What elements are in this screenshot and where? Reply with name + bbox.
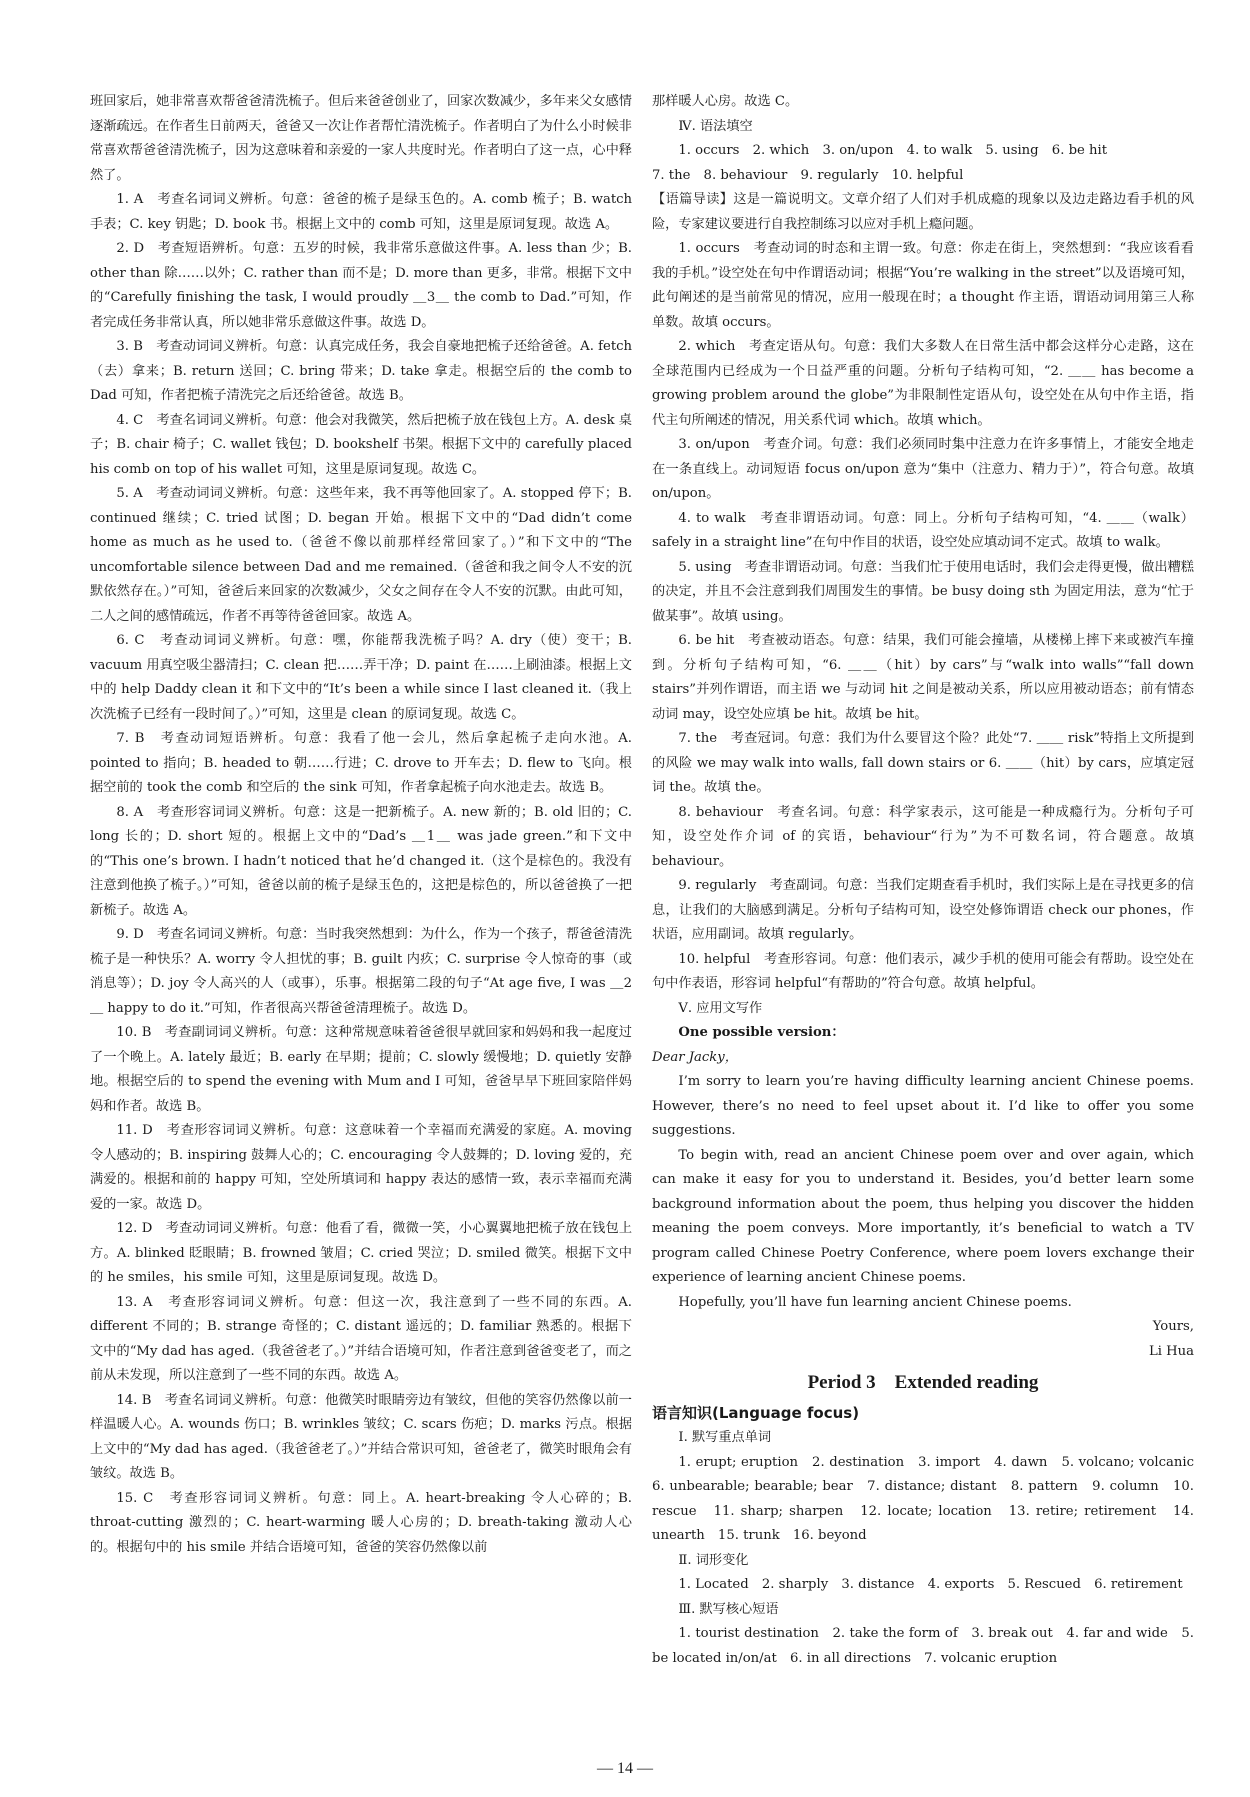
answer-paragraph: 13. A 考查形容词词义辨析。句意：但这一次，我注意到了一些不同的东西。A. different 不同的；B. strange 奇怪的；C. distant 遥远的；D. familiar 熟悉的。根据下文中的“My dad has aged.（我爸爸老了。）”并结合语境可知，作者注意到爸爸变老了，而之前从未发现，所以注意到了一些不同的东西。故选 A。 xyxy=(90,1294,632,1383)
language-focus-title: 语言知识(Language focus) xyxy=(652,1404,860,1422)
section-heading: Ⅲ. 默写核心短语 xyxy=(678,1601,779,1617)
answer-paragraph: 14. B 考查名词词义辨析。句意：他微笑时眼睛旁边有皱纹，但他的笑容仍然像以前一样温暖人心。A. wounds 伤口；B. wrinkles 皱纹；C. scars 伤疤；D. marks 污点。根据上文中的“My dad has aged.（我爸爸老了。）”并结合常识可知，爸爸老了，微笑时眼角会有皱纹。故选 B。 xyxy=(90,1392,632,1481)
answer-paragraph: 15. C 考查形容词词义辨析。句意：同上。A. heart-breaking 令人心碎的；B. throat-cutting 激烈的；C. heart-warming 暖人心房的；D. breath-taking 激动人心的。根据句中的 his smile 并结合语境可知，爸爸的笑容仍然像以前 xyxy=(90,1490,632,1555)
letter-salutation: Dear Jacky， xyxy=(652,1049,738,1065)
passage-guide: 【语篇导读】这是一篇说明文。文章介绍了人们对手机成瘾的现象以及边走路边看手机的风险，专家建议要进行自我控制练习以应对手机上瘾问题。 xyxy=(652,192,1194,232)
version-label: One possible version： xyxy=(678,1025,845,1040)
phrase-answers: 1. tourist destination 2. take the form of 3. break out 4. far and wide 5. be located in/on/at 6. in all directions 7. volcanic eruption xyxy=(652,1626,1194,1666)
letter-signature: Li Hua xyxy=(1148,1343,1194,1359)
answer-list: 1. occurs 2. which 3. on/upon 4. to walk 5. using 6. be hit xyxy=(678,143,1108,158)
answer-paragraph: 1. A 考查名词词义辨析。句意：爸爸的梳子是绿玉色的。A. comb 梳子；B. watch 手表；C. key 钥匙；D. book 书。根据上文中的 comb 可知，这里是原词复现。故选 A。 xyxy=(90,192,632,232)
answer-paragraph: 5. using 考查非谓语动词。句意：当我们忙于使用电话时，我们会走得更慢，做出糟糕的决定，并且不会注意到我们周围发生的事情。be busy doing sth 为固定用法，意为“忙于做某事”。故填 using。 xyxy=(652,559,1194,624)
answer-paragraph: 11. D 考查形容词词义辨析。句意：这意味着一个幸福而充满爱的家庭。A. moving 令人感动的；B. inspiring 鼓舞人心的；C. encouraging 令人鼓舞的；D. loving 爱的，充满爱的。根据和前的 happy 可知，空处所填词和 happy 表达的感情一致，表示幸福而充满爱的一家。故选 D。 xyxy=(90,1123,632,1212)
answer-paragraph: 7. the 考查冠词。句意：我们为什么要冒这个险？此处“7. ＿＿ risk”特指上文所提到的风险 we may walk into walls, fall down stairs or 6. ＿＿（hit）by cars，应填定冠词 the。故填 the。 xyxy=(652,731,1194,795)
answer-paragraph: 7. B 考查动词短语辨析。句意：我看了他一会儿，然后拿起梳子走向水池。A. pointed to 指向；B. headed to 朝……行进；C. drove to 开车去；D. flew to 飞向。根据空前的 took the comb 和空后的 the sink 可知，作者拿起梳子向水池走去。故选 B。 xyxy=(90,731,632,795)
letter-paragraph: Hopefully, you’ll have fun learning ancient Chinese poems. xyxy=(678,1294,1072,1310)
answer-paragraph: 9. D 考查名词词义辨析。句意：当时我突然想到：为什么，作为一个孩子，帮爸爸清洗梳子是一种快乐？A. worry 令人担忧的事；B. guilt 内疚；C. surprise 令人惊奇的事（或消息等）；D. joy 令人高兴的人（或事），乐事。根据第二段的句子“At age five, I was ＿2＿ happy to do it.”可知，作者很高兴帮爸爸清理梳子。故选 D。 xyxy=(90,927,632,1016)
letter-closing: Yours, xyxy=(1152,1319,1194,1334)
answer-paragraph: 6. C 考查动词词义辨析。句意：嘿，你能帮我洗梳子吗？A. dry（使）变干；B. vacuum 用真空吸尘器清扫；C. clean 把……弄干净；D. paint 在……上刷油漆。根据上文中的 help Daddy clean it 和下文中的“It’s been a while since I last cleaned it.（我上次洗梳子已经有一段时间了。）”可知，这里是 clean 的原词复现。故选 C。 xyxy=(90,633,632,722)
answer-paragraph: 10. B 考查副词词义辨析。句意：这种常规意味着爸爸很早就回家和妈妈和我一起度过了一个晚上。A. lately 最近；B. early 在早期；提前；C. slowly 缓慢地；D. quietly 安静地。根据空后的 to spend the evening with Mum and I 可知，爸爸早早下班回家陪伴妈妈和作者。故选 B。 xyxy=(90,1025,632,1114)
answer-paragraph: 4. C 考查名词词义辨析。句意：他会对我微笑，然后把梳子放在钱包上方。A. desk 桌子；B. chair 椅子；C. wallet 钱包；D. bookshelf 书架。根据下文中的 carefully placed his comb on top of his wallet 可知，这里是原词复现。故选 C。 xyxy=(90,412,632,477)
answer-paragraph: 那样暖人心房。故选 C。 xyxy=(652,94,799,109)
left-column xyxy=(90,90,632,1560)
section-heading: Ⅱ. 词形变化 xyxy=(678,1552,749,1568)
answer-paragraph: 2. D 考查短语辨析。句意：五岁的时候，我非常乐意做这件事。A. less than 少；B. other than 除……以外；C. rather than 而不是；D. more than 更多，非常。根据下文中的“Carefully finishing the task, I would proudly ＿3＿ the comb to Dad.”可知，作者完成任务非常认真，所以她非常乐意做这件事。故选 D。 xyxy=(90,241,632,330)
period-title: Period 3 Extended reading xyxy=(807,1372,1039,1393)
answer-paragraph: 1. occurs 考查动词的时态和主谓一致。句意：你走在街上，突然想到：“我应该看看我的手机。”设空处在句中作谓语动词；根据“You’re walking in the street”以及语境可知，此句阐述的是当前常见的情况，应用一般现在时；a thought 作主语，谓语动词用第三人称单数。故填 occurs。 xyxy=(652,241,1194,330)
vocabulary-answers: 1. erupt; eruption 2. destination 3. import 4. dawn 5. volcano; volcanic 6. unbearable; bearable; bear 7. distance; distant 8. pattern 9. column 10. rescue 11. sharp; sharpen 12. locate; location 13. retire; retirement 14. unearth 15. trunk 16. beyond xyxy=(652,1454,1208,1543)
answer-paragraph: 8. A 考查形容词词义辨析。句意：这是一把新梳子。A. new 新的；B. old 旧的；C. long 长的；D. short 短的。根据上文中的“Dad’s ＿1＿ was jade green.”和下文中的“This one’s brown. I hadn’t noticed that he’d changed it.（这个是棕色的。我没有注意到他换了梳子。）”可知，爸爸以前的梳子是绿玉色的，这把是棕色的，所以爸爸换了一把新梳子。故选 A。 xyxy=(90,804,632,918)
letter-paragraph: To begin with, read an ancient Chinese poem over and over again, which can make it easy for you to understand it. Besides, you’d better learn some background information about the poem, thus helping you discover the hidden meaning the poem conveys. More importantly, it’s beneficial to watch a TV program called Chinese Poetry Conference, where poem lovers exchange their experience of learning ancient Chinese poems. xyxy=(652,1147,1194,1285)
answer-paragraph: 3. on/upon 考查介词。句意：我们必须同时集中注意力在许多事情上，才能安全地走在一条直线上。动词短语 focus on/upon 意为“集中（注意力、精力于）”，符合句意。故填 on/upon。 xyxy=(652,437,1194,501)
answer-paragraph: 12. D 考查动词词义辨析。句意：他看了看，微微一笑，小心翼翼地把梳子放在钱包上方。A. blinked 眨眼睛；B. frowned 皱眉；C. cried 哭泣；D. smiled 微笑。根据下文中的 he smiles，his smile 可知，这里是原词复现。故选 D。 xyxy=(90,1221,632,1285)
answer-paragraph: 8. behaviour 考查名词。句意：科学家表示，这可能是一种成瘾行为。分析句子可知，设空处作介词 of 的宾语，behaviour“行为”为不可数名词，符合题意。故填 behaviour。 xyxy=(652,804,1194,869)
answer-paragraph: 5. A 考查动词词义辨析。句意：这些年来，我不再等他回家了。A. stopped 停下；B. continued 继续；C. tried 试图；D. began 开始。根据下文中的“Dad didn’t come home as much as he used to.（爸爸不像以前那样经常回家了。）”和下文中的“The uncomfortable silence between Dad and me remained.（爸爸和我之间令人不安的沉默依然存在。）”可知，爸爸后来回家的次数减少，父女之间存在令人不安的沉默。由此可知，二人之间的感情疏远，作者不再等待爸爸回家。故选 A。 xyxy=(90,486,632,624)
answer-paragraph: 10. helpful 考查形容词。句意：他们表示，减少手机的使用可能会有帮助。设空处在句中作表语，形容词 helpful“有帮助的”符合句意。故填 helpful。 xyxy=(652,951,1194,991)
answer-paragraph: 6. be hit 考查被动语态。句意：结果，我们可能会撞墙，从楼梯上摔下来或被汽车撞到。分析句子结构可知，“6. ＿＿（hit）by cars”与“walk into walls”“fall down stairs”并列作谓语，而主语 we 与动词 hit 之间是被动关系，所以应用被动语态；前有情态动词 may，设空处应填 be hit。故填 be hit。 xyxy=(652,633,1194,722)
page-number: — 14 — xyxy=(597,1760,653,1777)
writing-heading: Ⅴ. 应用文写作 xyxy=(678,1000,763,1016)
answer-paragraph: 班回家后，她非常喜欢帮爸爸清洗梳子。但后来爸爸创业了，回家次数减少，多年来父女感情逐渐疏远。在作者生日前两天，爸爸又一次让作者帮忙清洗梳子。作者明白了为什么小时候非常喜欢帮爸爸清洗梳子，因为这意味着和亲爱的一家人共度时光。作者明白了这一点，心中释然了。 xyxy=(90,94,632,183)
section-heading: Ⅳ. 语法填空 xyxy=(678,118,753,134)
answer-paragraph: 4. to walk 考查非谓语动词。句意：同上。分析句子结构可知，“4. ＿＿（walk）safely in a straight line”在句中作目的状语，设空处应填动词不定式。故填 to walk。 xyxy=(652,510,1194,550)
section-heading: Ⅰ. 默写重点单词 xyxy=(678,1430,772,1445)
answer-paragraph: 9. regularly 考查副词。句意：当我们定期查看手机时，我们实际上是在寻找更多的信息，让我们的大脑感到满足。分析句子结构可知，设空处修饰谓语 check our phones，作状语，应用副词。故填 regularly。 xyxy=(652,878,1194,942)
answer-list: 7. the 8. behaviour 9. regularly 10. helpful xyxy=(652,167,964,183)
right-column xyxy=(652,90,1208,1671)
answer-paragraph: 3. B 考查动词词义辨析。句意：认真完成任务，我会自豪地把梳子还给爸爸。A. fetch（去）拿来；B. return 送回；C. bring 带来；D. take 拿走。根据空后的 the comb to Dad 可知，作者把梳子清洗完之后还给爸爸。故选 B。 xyxy=(90,339,632,403)
word-form-answers: 1. Located 2. sharply 3. distance 4. exports 5. Rescued 6. retirement xyxy=(678,1577,1183,1592)
answer-paragraph: 2. which 考查定语从句。句意：我们大多数人在日常生活中都会这样分心走路，这在全球范围内已经成为一个日益严重的问题。分析句子结构可知，“2. ＿＿ has become a growing problem around the globe”为非限制性定语从句，设空处在从句中作主语，指代主句所阐述的情况，用关系代词 which。故填 which。 xyxy=(652,339,1194,428)
letter-paragraph: I’m sorry to learn you’re having difficulty learning ancient Chinese poems. However, there’s no need to feel upset about it. I’d like to offer you some suggestions. xyxy=(652,1074,1194,1138)
